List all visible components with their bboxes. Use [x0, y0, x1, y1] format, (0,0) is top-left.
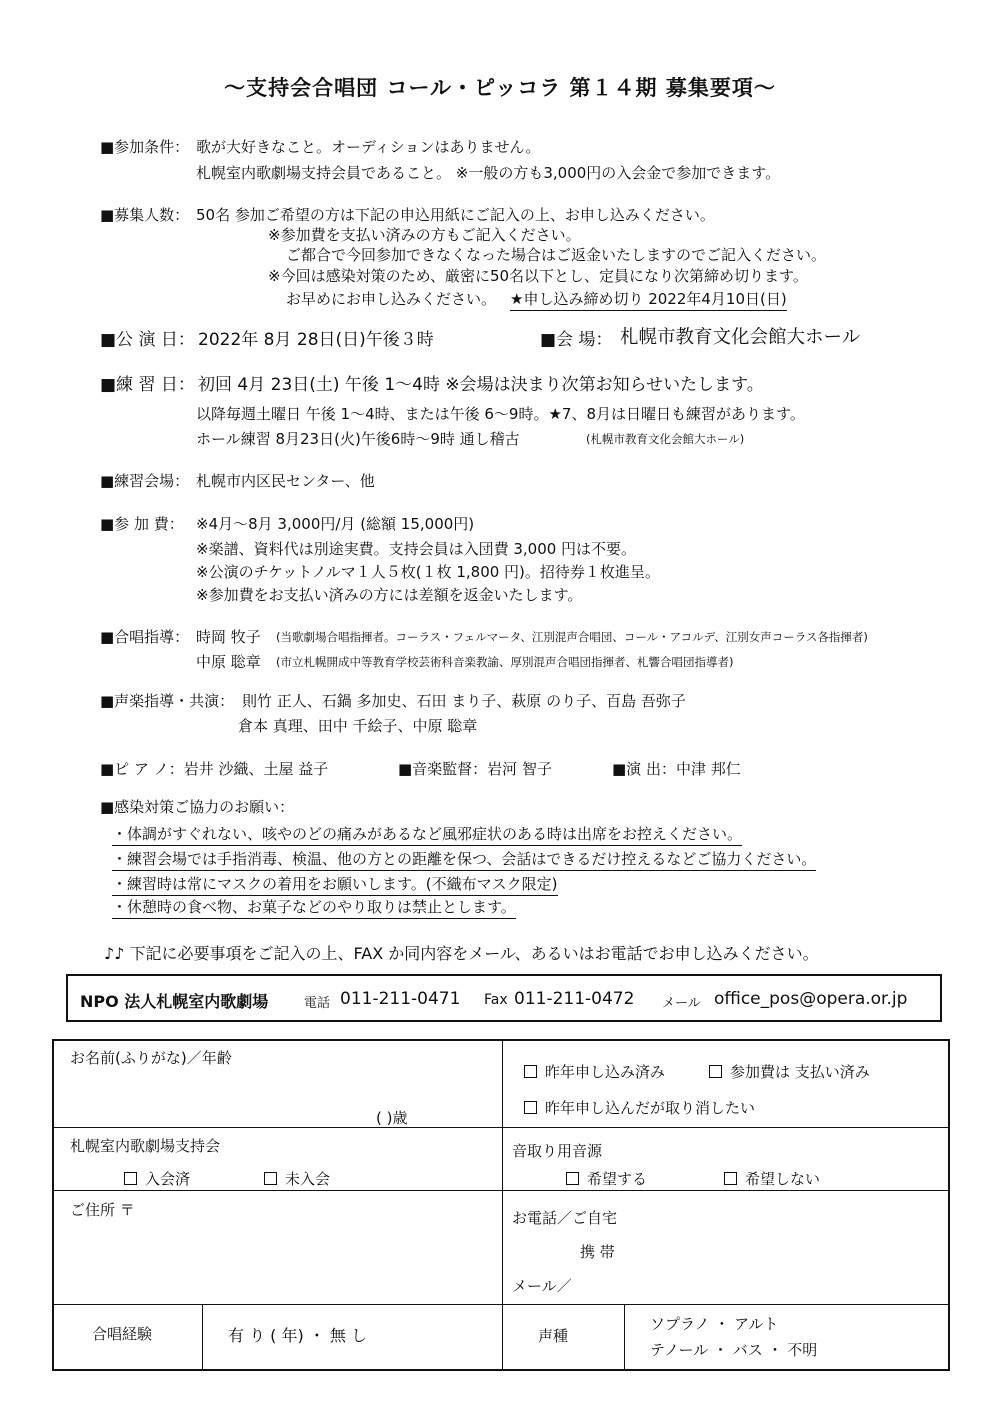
voice-options-row2[interactable]: テノール ・ バス ・ 不明: [650, 1341, 818, 1359]
voice-type-label: 声種: [538, 1327, 569, 1345]
practice-line3b: (札幌市教育文化会館大ホール): [586, 432, 745, 446]
practice-line3a: ホール練習 8月23日(火)午後6時〜9時 通し稽古: [196, 430, 520, 448]
infection-item-2: ・練習会場では手指消毒、検温、他の方との距離を保つ、会話はできるだけ控えるなどご協力ください。: [112, 848, 816, 871]
mobile-label: 携 帯: [580, 1243, 615, 1261]
checkbox-icon: [709, 1065, 722, 1078]
application-form: [52, 1039, 950, 1371]
joined-label: 入会済: [145, 1170, 191, 1188]
form-row-divider-3: [54, 1304, 948, 1305]
apply-note: ♪♪ 下記に必要事項をご記入の上、FAX か同内容をメール、あるいはお電話でお申し込みください。: [104, 944, 819, 963]
experience-label: 合唱経験: [92, 1325, 153, 1343]
prev-cancel-option[interactable]: [524, 1097, 755, 1118]
infection-item-3: ・練習時は常にマスクの着用をお願いします。(不織布マスク限定): [112, 873, 558, 896]
practice-venue: 札幌市内区民センター、他: [196, 472, 375, 490]
page-title: 〜支持会合唱団 コール・ピッコラ 第１４期 募集要項〜: [224, 76, 776, 100]
fee-paid-option[interactable]: [709, 1061, 870, 1082]
form-row-divider-1: [54, 1127, 948, 1128]
form-row-divider-2: [54, 1190, 948, 1191]
conditions-line1: 歌が大好きなこと。オーディションはありません。: [196, 138, 541, 156]
experience-options[interactable]: 有 り ( 年) ・ 無 し: [228, 1326, 368, 1345]
audio-label: 音取り用音源: [512, 1142, 603, 1160]
mail-address[interactable]: office_pos@opera.or.jp: [714, 989, 908, 1009]
vocal-label: ■声楽指導・共演：: [100, 692, 235, 710]
fee-line4: ※参加費をお支払い済みの方には差額を返金いたします。: [196, 586, 583, 604]
performance-date: 2022年 8月 28日(日)午後３時: [198, 330, 434, 350]
fee-line2: ※楽譜、資料代は別途実費。支持会員は入団費 3,000 円は不要。: [196, 540, 637, 558]
audio-want-label: 希望する: [587, 1170, 648, 1188]
venue-label: ■会 場：: [540, 330, 613, 350]
checkbox-icon: [524, 1065, 537, 1078]
fee-line1: ※4月〜8月 3,000円/月 (総額 15,000円): [196, 515, 475, 533]
form-center-divider: [502, 1041, 503, 1371]
infection-item-1: ・体調がすぐれない、咳やのどの痛みがあるなど風邪症状のある時は出席をお控えください。: [112, 823, 742, 846]
phone-label: お電話／ご自宅: [512, 1209, 618, 1227]
conductor-2-name: 中原 聡章: [196, 653, 261, 671]
fax-number[interactable]: 011-211-0472: [514, 989, 635, 1009]
direction-text: ■演 出：中津 邦仁: [612, 760, 741, 778]
music-director-text: ■音楽監督：岩河 智子: [398, 760, 552, 778]
practice-label: ■練 習 日：: [100, 375, 195, 395]
joined-option[interactable]: [124, 1168, 190, 1189]
recruit-line5a: お早めにお申し込みください。: [286, 290, 497, 308]
form-voice-divider: [624, 1304, 625, 1371]
practice-venue-label: ■練習会場：: [100, 472, 190, 490]
phone-input[interactable]: [654, 1203, 934, 1227]
deadline-text: ★申し込み締め切り 2022年4月10日(日): [510, 288, 787, 311]
practice-line1: 初回 4月 23日(土) 午後 1〜4時 ※会場は決まり次第お知らせいたします。: [198, 375, 764, 395]
name-input[interactable]: [74, 1065, 494, 1101]
infection-label: ■感染対策ご協力のお願い：: [100, 798, 295, 816]
supporter-label: 札幌室内歌劇場支持会: [70, 1137, 221, 1155]
recruit-line4: ※今回は感染対策のため、厳密に50名以下とし、定員になり次第締め切ります。: [268, 267, 808, 285]
address-label: ご住所 〒: [70, 1201, 135, 1219]
address-input[interactable]: [74, 1223, 494, 1299]
venue-name: 札幌市教育文化会館大ホール: [620, 327, 861, 348]
tel-number[interactable]: 011-211-0471: [340, 989, 461, 1009]
voice-options-row1[interactable]: ソプラノ ・ アルト: [650, 1315, 779, 1333]
checkbox-icon: [124, 1172, 137, 1185]
conductor-1-name: 時岡 牧子: [196, 628, 261, 646]
vocal-line1: 則竹 正人、石鍋 多加史、石田 まり子、萩原 のり子、百島 吾弥子: [242, 692, 686, 710]
prev-cancel-label: 昨年申し込んだが取り消したい: [545, 1099, 756, 1117]
piano-text: ■ピ ア ノ：岩井 沙織、土屋 益子: [100, 760, 329, 778]
recruit-line2: ※参加費を支払い済みの方もご記入ください。: [268, 226, 581, 244]
fee-paid-label: 参加費は 支払い済み: [730, 1063, 870, 1081]
performance-label: ■公 演 日：: [100, 330, 195, 350]
age-field[interactable]: ( )歳: [376, 1109, 408, 1127]
mail-input[interactable]: [584, 1271, 934, 1295]
fee-line3: ※公演のチケットノルマ１人５枚(１枚 1,800 円)。招待券１枚進呈。: [196, 563, 660, 581]
infection-item-4: ・休憩時の食べ物、お菓子などのやり取りは禁止とします。: [112, 896, 516, 919]
not-joined-label: 未入会: [285, 1170, 331, 1188]
conductors-label: ■合唱指導：: [100, 628, 190, 646]
fax-label: Fax: [484, 992, 508, 1008]
recruit-label: ■募集人数：: [100, 206, 190, 224]
recruit-line3: ご都合で今回参加できなくなった場合はご返金いたしますのでご記入ください。: [286, 246, 827, 264]
fee-label: ■参 加 費：: [100, 515, 184, 533]
conditions-label: ■参加条件：: [100, 138, 190, 156]
contact-box: [66, 974, 942, 1022]
mail-label: メール: [662, 996, 701, 1011]
name-label: お名前(ふりがな)／年齢: [70, 1049, 232, 1067]
vocal-line2: 倉本 真理、田中 千絵子、中原 聡章: [238, 717, 478, 735]
conductor-1-note: (当歌劇場合唱指揮者。コーラス・フェルマータ、江別混声合唱団、コール・アコルデ、江別女声コーラス各指揮者): [276, 630, 868, 644]
conductor-2-note: (市立札幌開成中等教育学校芸術科音楽教諭、厚別混声合唱団指揮者、札響合唱団指導者): [276, 655, 734, 669]
mobile-input[interactable]: [654, 1237, 934, 1261]
audio-want-option[interactable]: [566, 1168, 647, 1189]
org-name: NPO 法人札幌室内歌劇場: [80, 992, 269, 1011]
form-exp-divider: [202, 1304, 203, 1371]
mail-field-label: メール／: [512, 1277, 572, 1295]
practice-line2: 以降毎週土曜日 午後 1〜4時、または午後 6〜9時。★7、8月は日曜日も練習があります。: [196, 405, 805, 423]
tel-label: 電話: [304, 996, 331, 1011]
audio-not-want-option[interactable]: [724, 1168, 820, 1189]
checkbox-icon: [264, 1172, 277, 1185]
not-joined-option[interactable]: [264, 1168, 330, 1189]
conditions-line2: 札幌室内歌劇場支持会員であること。 ※一般の方も3,000円の入会金で参加できます。: [196, 164, 781, 182]
audio-not-want-label: 希望しない: [745, 1170, 821, 1188]
prev-applied-option[interactable]: [524, 1061, 665, 1082]
prev-applied-label: 昨年申し込み済み: [545, 1063, 666, 1081]
checkbox-icon: [566, 1172, 579, 1185]
checkbox-icon: [724, 1172, 737, 1185]
checkbox-icon: [524, 1101, 537, 1114]
recruit-line1: 50名 参加ご希望の方は下記の申込用紙にご記入の上、お申し込みください。: [196, 206, 715, 224]
